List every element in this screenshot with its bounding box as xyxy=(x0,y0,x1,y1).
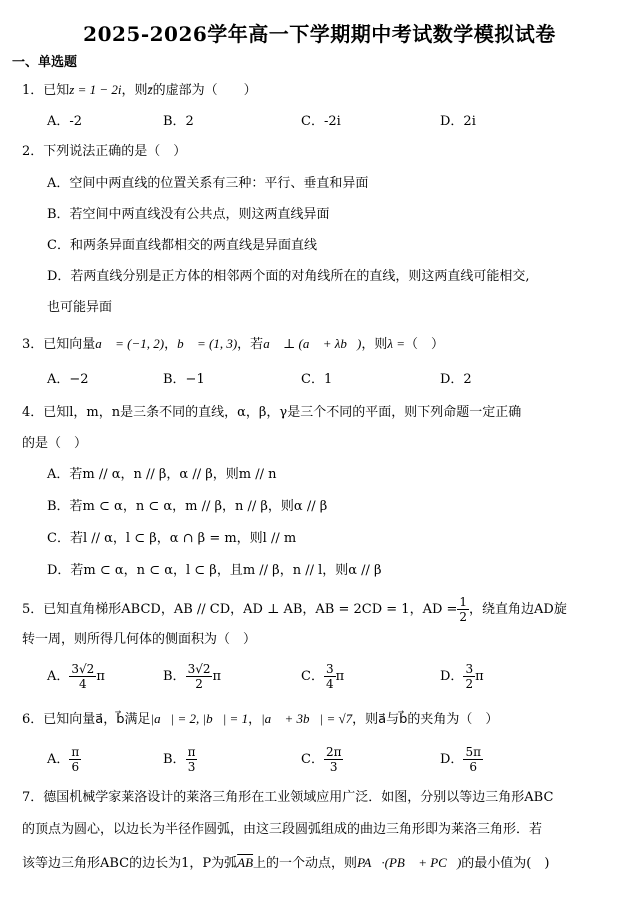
q3-text-d: （ ） xyxy=(404,337,444,352)
q5-b-pi: π xyxy=(212,669,222,684)
q3-option-a[interactable]: A．−2 xyxy=(47,372,89,387)
q2-option-b[interactable]: B．若空间中两直线没有公共点，则这两直线异面 xyxy=(47,207,330,222)
q6-text-a: 6．已知向量a⃗，b⃗满足 xyxy=(22,712,151,727)
q5-option-d[interactable] xyxy=(440,660,484,694)
question-4-stem: 4．已知l，m，n是三条不同的直线，α，β，γ是三个不同的平面，则下列命题一定正确 xyxy=(22,405,522,420)
q1-math: z = 1 − 2i xyxy=(69,82,122,97)
q5-c-num: 3 xyxy=(325,662,334,676)
q1-option-a[interactable]: A．-2 xyxy=(47,114,83,129)
q3-text-a: 3．已知向量 xyxy=(22,337,96,352)
question-6-stem xyxy=(22,709,498,730)
q6-sep: ， xyxy=(248,712,262,727)
q6-c-fraction xyxy=(324,745,344,774)
q5-text-b: ，绕直角边AD旋 xyxy=(469,602,567,617)
q5-d-label: D． xyxy=(440,669,464,684)
q5-c-den: 4 xyxy=(325,677,334,691)
q5-text-a: 5．已知直角梯形ABCD，AB // CD，AD ⊥ AB，AB = 2CD = 1，AD = xyxy=(22,602,458,617)
q5-a-den: 4 xyxy=(79,677,87,691)
q3-lambda: λ = xyxy=(387,336,405,351)
q5-b-label: B． xyxy=(163,669,186,684)
q3-vector-a: a⃗ = (−1, 2) xyxy=(95,336,165,351)
q4-option-b[interactable]: B．若m ⊂ α，n ⊂ α，m // β，n // β，则α // β xyxy=(47,499,328,514)
q6-d-fraction xyxy=(463,745,483,774)
question-5-stem-continued: 转一周，则所得几何体的侧面积为（ ） xyxy=(22,632,257,647)
q2-option-a[interactable]: A．空间中两直线的位置关系有三种：平行、垂直和异面 xyxy=(47,176,369,191)
q3-text-c: ，则 xyxy=(361,337,388,352)
q2-option-d-continued: 也可能异面 xyxy=(47,300,113,315)
q7-expression: PA⃗·(PB⃗ + PC⃗) xyxy=(357,855,462,870)
q3-option-b[interactable]: B．−1 xyxy=(163,372,205,387)
q5-frac-num: 1 xyxy=(459,595,468,609)
question-7-stem-line-3 xyxy=(22,853,549,874)
q5-c-fraction xyxy=(324,662,336,691)
q6-b-num: π xyxy=(187,745,196,759)
q2-option-d[interactable]: D．若两直线分别是正方体的相邻两个面的对角线所在的直线，则这两直线可能相交, xyxy=(47,269,530,284)
q5-a-pi: π xyxy=(96,669,105,684)
q5-a-fraction xyxy=(69,662,96,691)
q4-option-a[interactable]: A．若m // α，n // β，α // β，则m // n xyxy=(47,467,277,482)
q3-option-c[interactable]: C．1 xyxy=(301,372,333,387)
q6-b-fraction xyxy=(186,745,198,774)
question-5-stem xyxy=(22,593,567,627)
question-2-stem: 2．下列说法正确的是（ ） xyxy=(22,144,187,159)
q7-text-c: 的最小值为( ) xyxy=(461,856,550,871)
q5-option-c[interactable] xyxy=(301,660,344,694)
q6-text-b: ，则a⃗与b⃗的夹角为（ ） xyxy=(352,712,499,727)
q4-option-d[interactable]: D．若m ⊂ α，n ⊂ α，l ⊂ β，且m // β，n // l，则α // β xyxy=(47,563,382,578)
page-title: 2025-2026学年高一下学期期中考试数学模拟试卷 xyxy=(83,22,556,46)
q1-option-d[interactable]: D．2i xyxy=(440,114,476,129)
q6-condition-2: |a⃗ + 3b⃗| = √7 xyxy=(261,711,353,726)
q6-b-den: 3 xyxy=(187,760,196,774)
q6-a-den: 6 xyxy=(71,760,80,774)
q5-d-den: 2 xyxy=(465,677,474,691)
q5-fraction xyxy=(457,595,469,624)
q3-option-d[interactable]: D．2 xyxy=(440,372,472,387)
q3-vector-b: b⃗ = (1, 3) xyxy=(177,336,238,351)
q5-d-num: 3 xyxy=(465,662,474,676)
question-4-stem-continued: 的是（ ） xyxy=(22,436,88,451)
q6-option-c[interactable] xyxy=(301,743,343,777)
q6-option-a[interactable] xyxy=(47,743,81,777)
q7-text-b: 上的一个动点，则 xyxy=(253,856,358,871)
q1-text-b: ，则 xyxy=(121,83,148,98)
q6-a-fraction xyxy=(69,745,81,774)
q5-option-b[interactable] xyxy=(163,660,221,694)
question-7-stem-line-1: 7．德国机械学家莱洛设计的莱洛三角形在工业领域应用广泛．如图，分别以等边三角形ABC xyxy=(22,790,554,805)
q6-c-den: 3 xyxy=(329,760,338,774)
q1-zbar: z̄ xyxy=(147,82,153,97)
q5-a-label: A． xyxy=(47,669,70,684)
q5-c-pi: π xyxy=(335,669,345,684)
q6-d-num: 5π xyxy=(465,745,481,759)
q6-d-label: D． xyxy=(440,752,464,767)
q5-b-num: 3√2 xyxy=(187,662,211,676)
q3-condition: a⃗ ⊥ (a⃗ + λb⃗) xyxy=(263,336,362,351)
q6-d-den: 6 xyxy=(469,760,478,774)
q6-condition-1: |a⃗| = 2, |b⃗| = 1 xyxy=(150,711,249,726)
q6-a-label: A． xyxy=(47,752,70,767)
q5-b-den: 2 xyxy=(195,677,203,691)
q1-text-c: 的虚部为（ ） xyxy=(152,83,257,98)
q5-b-fraction xyxy=(186,662,213,691)
question-1-stem xyxy=(22,80,257,101)
q4-option-c[interactable]: C．若l // α，l ⊂ β，α ∩ β = m，则l // m xyxy=(47,531,297,546)
q5-a-num: 3√2 xyxy=(71,662,95,676)
q7-text-a: 该等边三角形ABC的边长为1，P为弧 xyxy=(22,856,238,871)
q1-text-a: 1．已知 xyxy=(22,83,70,98)
q5-d-fraction xyxy=(463,662,475,691)
q6-option-d[interactable] xyxy=(440,743,483,777)
q5-c-label: C． xyxy=(301,669,324,684)
section-heading: 一、单选题 xyxy=(12,55,78,70)
q5-d-pi: π xyxy=(475,669,484,684)
q5-frac-den: 2 xyxy=(459,610,468,624)
q3-sep: ， xyxy=(164,337,178,352)
q3-text-b: ，若 xyxy=(237,337,264,352)
q6-option-b[interactable] xyxy=(163,743,197,777)
q6-a-num: π xyxy=(71,745,80,759)
q7-arc: $\overline{AB}$ xyxy=(237,855,254,870)
q6-c-label: C． xyxy=(301,752,324,767)
q1-option-c[interactable]: C．-2i xyxy=(301,114,341,129)
question-3-stem xyxy=(22,334,444,355)
question-7-stem-line-2: 的顶点为圆心，以边长为半径作圆弧，由这三段圆弧组成的曲边三角形即为莱洛三角形．若 xyxy=(22,822,543,837)
q1-option-b[interactable]: B．2 xyxy=(163,114,194,129)
q6-b-label: B． xyxy=(163,752,186,767)
q5-option-a[interactable] xyxy=(47,660,105,694)
q6-c-num: 2π xyxy=(325,745,342,759)
q2-option-c[interactable]: C．和两条异面直线都相交的两直线是异面直线 xyxy=(47,238,317,253)
